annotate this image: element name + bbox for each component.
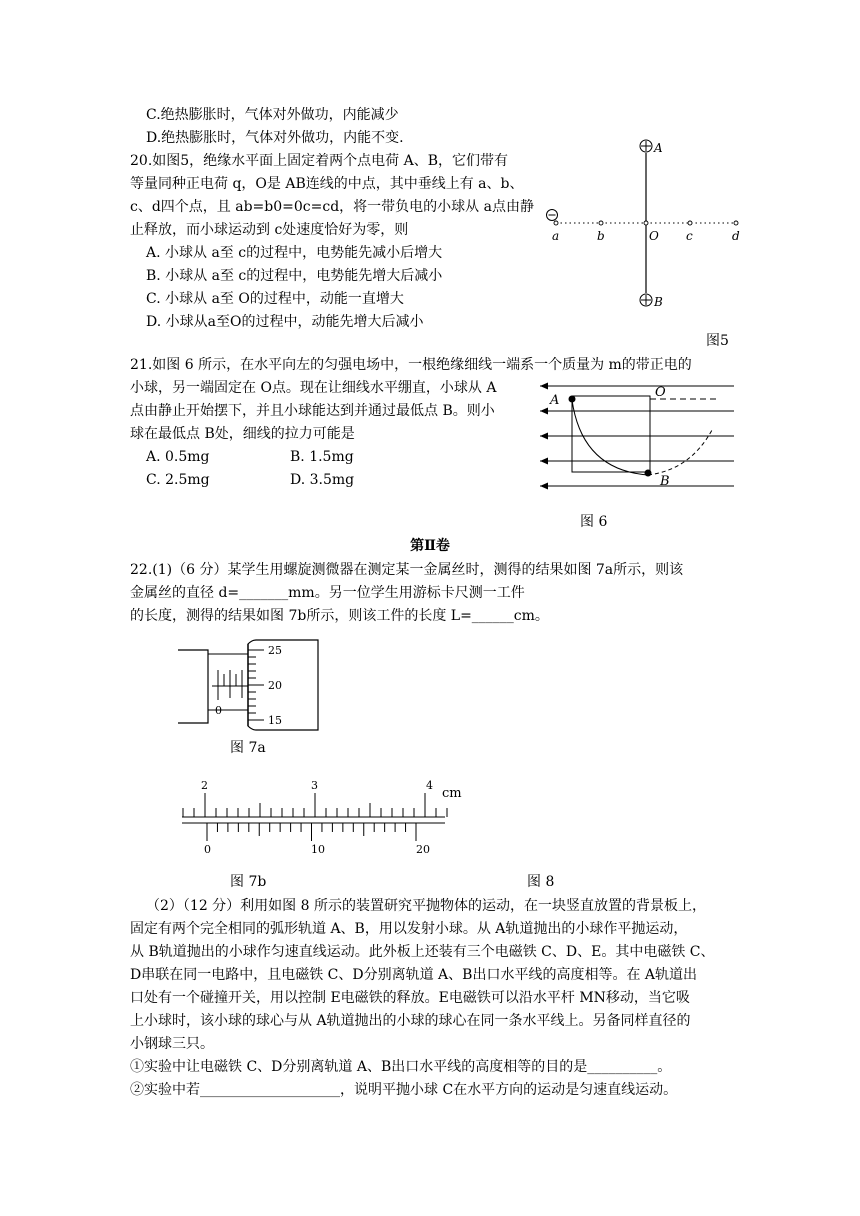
q22-item-1: ①实验中让电磁铁 C、D分别离轨道 A、B出口水平线的高度相等的目的是__________。 (130, 1059, 672, 1075)
fig6-arc-dashed (648, 430, 712, 475)
q21-stem-line2: 小球，另一端固定在 O点。现在让细线水平绷直，小球从 A (130, 380, 497, 396)
q20-stem-line2: 等量同种正电荷 q，O是 AB连线的中点，其中垂线上有 a、b、 (130, 176, 524, 192)
fig6-field-lines (540, 386, 734, 486)
q22-p2-line5: 口处有一个碰撞开关，用以控制 E电磁铁的释放。E电磁铁可以沿水平杆 MN移动，当它吸 (130, 990, 690, 1006)
q20-stem-line3: c、d四个点，且 ab=b0=0c=cd，将一带负电的小球从 a点由静 (130, 199, 534, 215)
fig7a-frame (178, 650, 208, 723)
q19-option-c: C.绝热膨胀时，气体对外做功，内能减少 (146, 107, 399, 123)
q20-option-d: D. 小球从a至O的过程中，动能先增大后减小 (146, 314, 424, 330)
fig7b-vernier-label-0: 0 (204, 843, 211, 856)
q20-option-c: C. 小球从 a至 O的过程中，动能一直增大 (146, 291, 404, 307)
fig5-label-a: a (552, 229, 560, 243)
fig7a-tick-20: 20 (268, 679, 282, 692)
fig5-point-a (554, 221, 558, 225)
fig7a-tick-25: 25 (268, 644, 282, 657)
q19-option-d: D.绝热膨胀时，气体对外做功，内能不变. (146, 130, 404, 146)
fig5-label-O: O (649, 229, 659, 243)
q20-stem-line1: 20.如图5，绝缘水平面上固定着两个点电荷 A、B，它们带有 (130, 153, 509, 169)
figure-7a-micrometer (178, 640, 328, 732)
fig5-caption: 图5 (706, 333, 729, 349)
fig7a-zero-label: 0 (215, 704, 222, 717)
fig5-point-c (688, 221, 692, 225)
q20-option-b: B. 小球从 a至 c的过程中，电势能先增大后减小 (146, 268, 443, 284)
fig7a-sleeve-ticks (218, 670, 242, 700)
figure-7b-vernier-caliper (170, 775, 470, 860)
fig6-label-A: A (550, 393, 560, 408)
fig6-ball-A (569, 396, 576, 403)
fig7b-unit-label: cm (442, 786, 462, 801)
q22-p1-line2: 金属丝的直径 d=_______mm。另一位学生用游标卡尺测一工件 (130, 585, 525, 601)
figure-6 (530, 378, 740, 498)
fig7b-vernier-label-20: 20 (416, 843, 430, 856)
q22-p1-line1: 22.(1)（6 分）某学生用螺旋测微器在测定某一金属丝时，测得的结果如图 7a所示，则该 (130, 562, 684, 578)
q22-p2-line2: 固定有两个完全相同的弧形轨道 A、B，用以发射小球。从 A轨道抛出的小球作平抛运动， (130, 921, 688, 937)
q22-p2-line7: 小钢球三只。 (130, 1036, 214, 1052)
q21-stem-line4: 球在最低点 B处，细线的拉力可能是 (130, 426, 355, 442)
fig5-label-A: A (654, 141, 663, 155)
q21-option-d: D. 3.5mg (290, 472, 355, 488)
fig7b-main-label-3: 3 (311, 779, 318, 792)
fig7b-caption: 图 7b (230, 874, 267, 890)
q21-option-a: A. 0.5mg (146, 449, 210, 465)
fig5-label-b: b (597, 229, 605, 243)
fig7b-vernier-ticks (207, 823, 416, 841)
fig6-arrowheads (540, 383, 548, 490)
q21-option-c: C. 2.5mg (146, 472, 210, 488)
section-2-title: 第Ⅱ卷 (410, 538, 450, 554)
q22-item-2: ②实验中若____________________，说明平抛小球 C在水平方向的运动是匀速直线运动。 (130, 1082, 678, 1098)
fig7a-caption: 图 7a (230, 740, 266, 756)
q20-option-a: A. 小球从 a至 c的过程中，电势能先减小后增大 (146, 245, 443, 261)
fig6-label-B: B (660, 474, 670, 489)
q21-stem-line1: 21.如图 6 所示，在水平向左的匀强电场中，一根绝缘细线一端系一个质量为 m的带正电的 (130, 357, 692, 373)
fig5-label-d: d (732, 229, 740, 243)
fig6-caption: 图 6 (580, 514, 608, 530)
fig7a-tick-15: 15 (268, 714, 282, 727)
q22-p1-line3: 的长度，测得的结果如图 7b所示，则该工件的长度 L=______cm。 (130, 608, 549, 624)
fig5-label-B: B (654, 295, 663, 309)
fig8-caption: 图 8 (527, 874, 555, 890)
fig5-label-c: c (686, 229, 693, 243)
fig7b-main-ticks (183, 793, 447, 817)
fig7b-vernier-label-10: 10 (311, 843, 325, 856)
q21-option-b: B. 1.5mg (290, 449, 354, 465)
fig7b-main-label-2: 2 (201, 779, 208, 792)
q22-p2-line1: （2）（12 分）利用如图 8 所示的装置研究平抛物体的运动，在一块竖直放置的背景板上， (146, 898, 706, 914)
figure-5 (540, 135, 750, 315)
fig7b-main-label-4: 4 (426, 779, 433, 792)
fig6-label-O: O (655, 385, 666, 400)
q22-p2-line6: 上小球时，该小球的球心与从 A轨道抛出的小球的球心在同一条水平线上。另备同样直径的 (130, 1013, 691, 1029)
fig5-point-d (734, 221, 738, 225)
fig5-point-O (644, 221, 648, 225)
q20-stem-line4: 止释放，而小球运动到 c处速度恰好为零，则 (130, 222, 409, 238)
q21-stem-line3: 点由静止开始摆下，并且小球能达到并通过最低点 B。则小 (130, 403, 495, 419)
q22-p2-line3: 从 B轨道抛出的小球作匀速直线运动。此外板上还装有三个电磁铁 C、D、E。其中电磁铁 C、 (130, 944, 715, 960)
fig6-ball-B (645, 470, 652, 477)
q22-p2-line4: D串联在同一电路中，且电磁铁 C、D分别离轨道 A、B出口水平线的高度相等。在 A轨道出 (130, 967, 698, 983)
fig5-point-b (599, 221, 603, 225)
